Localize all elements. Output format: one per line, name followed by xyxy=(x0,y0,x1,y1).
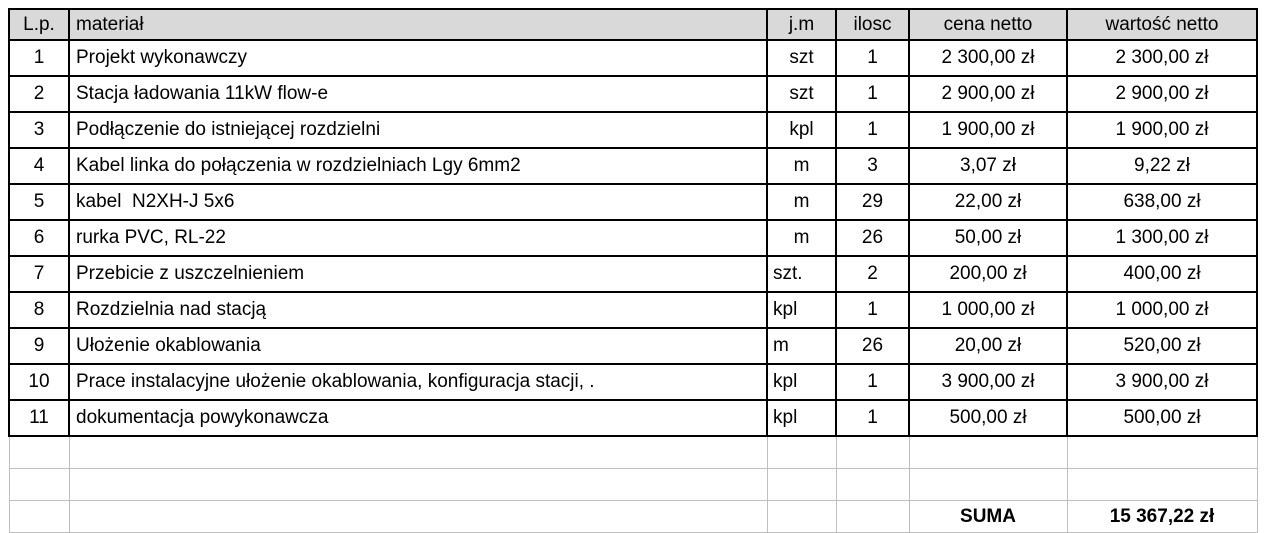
table-row xyxy=(9,76,1257,112)
cell-cena: 22,00 zł xyxy=(909,184,1067,220)
cell-lp: 6 xyxy=(9,220,69,256)
cell-material: Stacja ładowania 11kW flow-e xyxy=(69,76,767,112)
cell-wartosc: 9,22 zł xyxy=(1067,148,1257,184)
cell-jm: m xyxy=(767,148,836,184)
empty-cell xyxy=(69,501,767,533)
cell-jm: kpl xyxy=(767,292,836,328)
cell-material: Projekt wykonawczy xyxy=(69,40,767,76)
cell-wartosc: 3 900,00 zł xyxy=(1067,364,1257,400)
cell-jm: kpl xyxy=(767,364,836,400)
cell-wartosc: 520,00 zł xyxy=(1067,328,1257,364)
empty-cell xyxy=(69,436,767,469)
table-row xyxy=(9,400,1257,436)
cell-wartosc: 2 300,00 zł xyxy=(1067,40,1257,76)
header-lp: L.p. xyxy=(9,9,69,40)
cell-ilosc: 26 xyxy=(836,328,909,364)
cell-wartosc: 500,00 zł xyxy=(1067,400,1257,436)
cell-cena: 50,00 zł xyxy=(909,220,1067,256)
header-cena: cena netto xyxy=(909,9,1067,40)
cell-ilosc: 26 xyxy=(836,220,909,256)
cell-cena: 2 300,00 zł xyxy=(909,40,1067,76)
suma-label: SUMA xyxy=(909,501,1067,533)
cell-lp: 8 xyxy=(9,292,69,328)
cell-lp: 7 xyxy=(9,256,69,292)
cell-wartosc: 1 000,00 zł xyxy=(1067,292,1257,328)
empty-cell xyxy=(836,436,909,469)
cell-material: Podłączenie do istniejącej rozdzielni xyxy=(69,112,767,148)
header-wartosc: wartość netto xyxy=(1067,9,1257,40)
cell-material: Przebicie z uszczelnieniem xyxy=(69,256,767,292)
suma-total: 15 367,22 zł xyxy=(1067,501,1257,533)
table-row xyxy=(9,148,1257,184)
cell-lp: 10 xyxy=(9,364,69,400)
empty-cell xyxy=(9,469,69,501)
cell-jm: m xyxy=(767,220,836,256)
cell-jm: szt xyxy=(767,40,836,76)
cell-wartosc: 1 900,00 zł xyxy=(1067,112,1257,148)
empty-cell xyxy=(836,501,909,533)
cell-lp: 9 xyxy=(9,328,69,364)
cell-cena: 200,00 zł xyxy=(909,256,1067,292)
cell-lp: 5 xyxy=(9,184,69,220)
empty-cell xyxy=(909,469,1067,501)
cell-material: dokumentacja powykonawcza xyxy=(69,400,767,436)
suma-row xyxy=(9,501,1257,533)
cell-ilosc: 2 xyxy=(836,256,909,292)
empty-cell xyxy=(836,469,909,501)
empty-row xyxy=(9,469,1257,501)
cell-cena: 1 900,00 zł xyxy=(909,112,1067,148)
cell-lp: 3 xyxy=(9,112,69,148)
cell-lp: 11 xyxy=(9,400,69,436)
cell-cena: 3,07 zł xyxy=(909,148,1067,184)
cell-ilosc: 1 xyxy=(836,364,909,400)
cell-jm: szt. xyxy=(767,256,836,292)
empty-cell xyxy=(69,469,767,501)
cell-cena: 1 000,00 zł xyxy=(909,292,1067,328)
cell-cena: 2 900,00 zł xyxy=(909,76,1067,112)
cell-ilosc: 29 xyxy=(836,184,909,220)
cell-lp: 2 xyxy=(9,76,69,112)
empty-cell xyxy=(767,436,836,469)
cell-lp: 1 xyxy=(9,40,69,76)
cost-table xyxy=(8,8,1258,533)
table-row xyxy=(9,40,1257,76)
cell-ilosc: 3 xyxy=(836,148,909,184)
cell-jm: kpl xyxy=(767,112,836,148)
table-row xyxy=(9,112,1257,148)
table-row xyxy=(9,328,1257,364)
empty-cell xyxy=(767,469,836,501)
empty-cell xyxy=(9,436,69,469)
empty-cell xyxy=(9,501,69,533)
empty-cell xyxy=(1067,436,1257,469)
empty-row xyxy=(9,436,1257,469)
cell-material: rurka PVC, RL-22 xyxy=(69,220,767,256)
cell-ilosc: 1 xyxy=(836,76,909,112)
cell-material: Ułożenie okablowania xyxy=(69,328,767,364)
header-row xyxy=(9,9,1257,40)
cell-ilosc: 1 xyxy=(836,292,909,328)
cell-ilosc: 1 xyxy=(836,40,909,76)
table-row xyxy=(9,220,1257,256)
cell-cena: 3 900,00 zł xyxy=(909,364,1067,400)
table-row xyxy=(9,292,1257,328)
cell-wartosc: 1 300,00 zł xyxy=(1067,220,1257,256)
cell-wartosc: 2 900,00 zł xyxy=(1067,76,1257,112)
empty-cell xyxy=(1067,469,1257,501)
cell-jm: szt xyxy=(767,76,836,112)
header-material: materiał xyxy=(69,9,767,40)
cell-wartosc: 638,00 zł xyxy=(1067,184,1257,220)
cell-cena: 500,00 zł xyxy=(909,400,1067,436)
cell-wartosc: 400,00 zł xyxy=(1067,256,1257,292)
cell-material: Prace instalacyjne ułożenie okablowania, konfiguracja stacji, . xyxy=(69,364,767,400)
table-row xyxy=(9,256,1257,292)
empty-cell xyxy=(767,501,836,533)
cell-lp: 4 xyxy=(9,148,69,184)
cell-jm: m xyxy=(767,184,836,220)
header-jm: j.m xyxy=(767,9,836,40)
cell-material: Kabel linka do połączenia w rozdzielniach Lgy 6mm2 xyxy=(69,148,767,184)
cell-cena: 20,00 zł xyxy=(909,328,1067,364)
table-row xyxy=(9,364,1257,400)
table-row xyxy=(9,184,1257,220)
cell-jm: kpl xyxy=(767,400,836,436)
cell-material: kabel N2XH-J 5x6 xyxy=(69,184,767,220)
empty-cell xyxy=(909,436,1067,469)
cell-ilosc: 1 xyxy=(836,400,909,436)
cell-ilosc: 1 xyxy=(836,112,909,148)
cell-material: Rozdzielnia nad stacją xyxy=(69,292,767,328)
cell-jm: m xyxy=(767,328,836,364)
header-ilosc: ilosc xyxy=(836,9,909,40)
